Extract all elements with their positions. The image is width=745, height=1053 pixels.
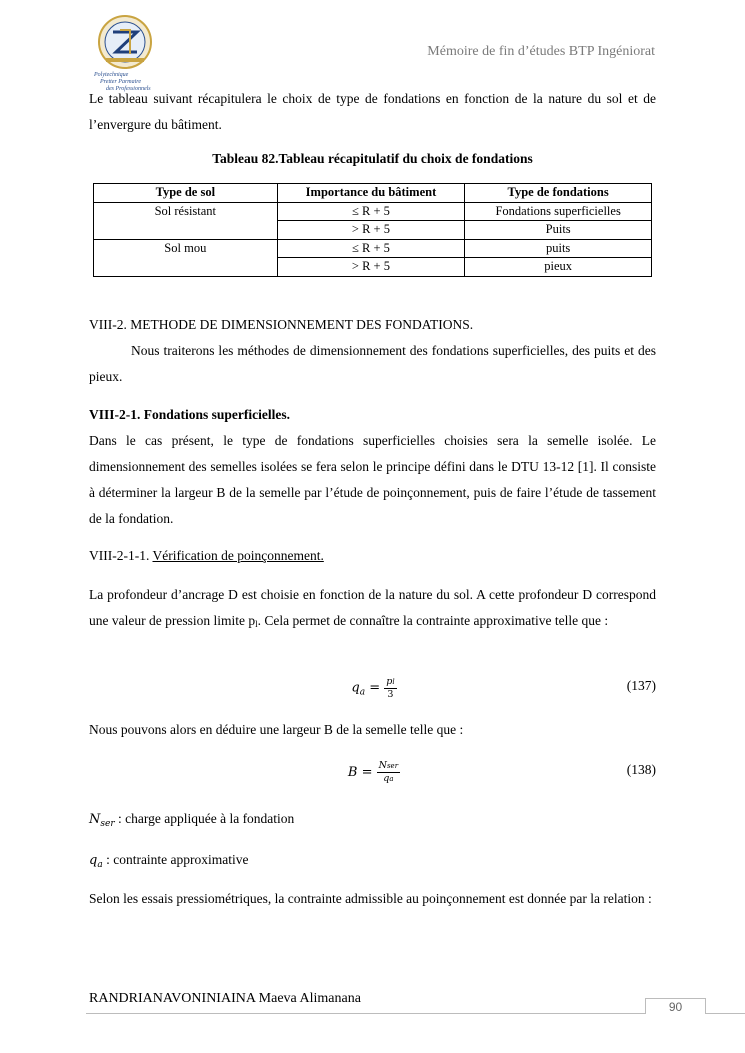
importance-cell: > R + 5: [277, 221, 465, 240]
table-header-cell: Type de sol: [94, 184, 278, 203]
table-header-row: [94, 184, 652, 203]
foundation-choice-table: [93, 183, 652, 277]
foundation-type-cell: Fondations superficielles: [465, 202, 652, 221]
section-title: VIII-2. METHODE DE DIMENSIONNEMENT DES FONDATIONS.: [89, 317, 474, 332]
equation-138-math: B = $\frac{\text{Nser}}{qa}$: [347, 760, 399, 784]
depth-paragraph: [89, 582, 656, 637]
table-row: [94, 202, 652, 221]
school-logo: [92, 14, 158, 94]
equation-number: (138): [626, 762, 656, 777]
importance-cell: ≤ R + 5: [277, 239, 465, 258]
foundation-type-cell: Puits: [465, 221, 652, 240]
qa-text: : contrainte approximative: [102, 852, 249, 867]
eq137-den: 3: [387, 689, 394, 700]
table-row: [94, 239, 652, 258]
soil-type-cell: Sol mou: [94, 239, 278, 276]
depth-text-sub: l: [255, 619, 258, 629]
eq138-num: N: [378, 760, 387, 771]
nser-text: : charge appliquée à la fondation: [114, 811, 295, 826]
depth-text-before: La profondeur d’ancrage D est choisie en fonction de la nature du sol. A cette profondeur D correspond une valeur de pression limite p: [89, 587, 656, 628]
subsection-title: VIII-2-1. Fondations superficielles.: [89, 407, 291, 422]
page-number: 90: [645, 998, 706, 1014]
foundation-type-cell: puits: [465, 239, 652, 258]
intro-paragraph: Le tableau suivant récapitulera le choix de type de fondations en fonction de la nature du sol et de l’envergure du bâtiment.: [89, 91, 656, 132]
logo-text-3: des Professionnels: [106, 86, 151, 92]
equation-137: [89, 674, 656, 704]
foundation-type-cell: pieux: [465, 258, 652, 277]
section-intro: Nous traiterons les méthodes de dimensionnement des fondations superficielles, des puits et des pieux.: [89, 343, 656, 384]
header-title: Mémoire de fin d’études BTP Ingéniorat: [427, 44, 655, 59]
depth-text-after: . Cela permet de connaître la contrainte approximative telle que :: [257, 613, 609, 628]
table-header-cell: Type de fondations: [465, 184, 652, 203]
soil-type-cell: Sol résistant: [94, 202, 278, 239]
nser-symbol: N: [89, 812, 101, 827]
subsubsection-number: VIII-2-1-1.: [89, 548, 150, 563]
definition-qa: [89, 847, 656, 878]
eq138-den-sub: a: [389, 775, 394, 783]
subsubsection-title: [89, 543, 656, 569]
eq137-fraction: [384, 676, 396, 700]
eq138-lhs: B: [347, 765, 358, 780]
nser-sub: ser: [100, 819, 115, 829]
equation-137-math: $q_a$ = $\frac{pl}{3}$: [351, 676, 395, 700]
pressiometric-paragraph: Selon les essais pressiométriques, la contrainte admissible au poinçonnement est donnée par la relation :: [89, 891, 652, 906]
footer-author: RANDRIANAVONINIAINA Maeva Alimanana: [89, 991, 361, 1006]
equation-number: (137): [626, 678, 656, 693]
importance-cell: ≤ R + 5: [277, 202, 465, 221]
qa-sub: a: [97, 860, 103, 870]
eq138-den: q: [383, 773, 390, 784]
table-header-cell: Importance du bâtiment: [277, 184, 465, 203]
logo-text-2: Pretter Parmaire: [100, 79, 142, 85]
eq138-num-sub: ser: [386, 762, 399, 770]
width-paragraph: Nous pouvons alors en déduire une largeur B de la semelle telle que :: [89, 722, 464, 737]
logo-text-1: Polytechnique: [94, 72, 129, 78]
eq138-fraction: [377, 760, 400, 785]
eq137-lhs: q: [351, 680, 360, 696]
subsection-text: Dans le cas présent, le type de fondations superficielles choisies sera la semelle isolée. Le dimensionnement des semelles isolées se fera selon le principe défini dans le DTU 13-12 [1]. Il consiste à déterminer la largeur B de la semelle par l’étude de poinçonnement, puis de faire l’étude de tassement de la fondation.: [89, 433, 656, 526]
table-caption: Tableau 82.Tableau récapitulatif du choix de fondations: [212, 151, 533, 166]
definition-nser: [89, 806, 656, 837]
equation-138: [89, 758, 656, 788]
importance-cell: > R + 5: [277, 258, 465, 277]
eq137-lhs-sub: a: [359, 687, 366, 698]
eq137-num: p: [386, 676, 393, 687]
eq137-num-sub: l: [392, 678, 395, 686]
qa-symbol: q: [89, 853, 98, 868]
subsubsection-name: Vérification de poinçonnement.: [152, 548, 324, 563]
